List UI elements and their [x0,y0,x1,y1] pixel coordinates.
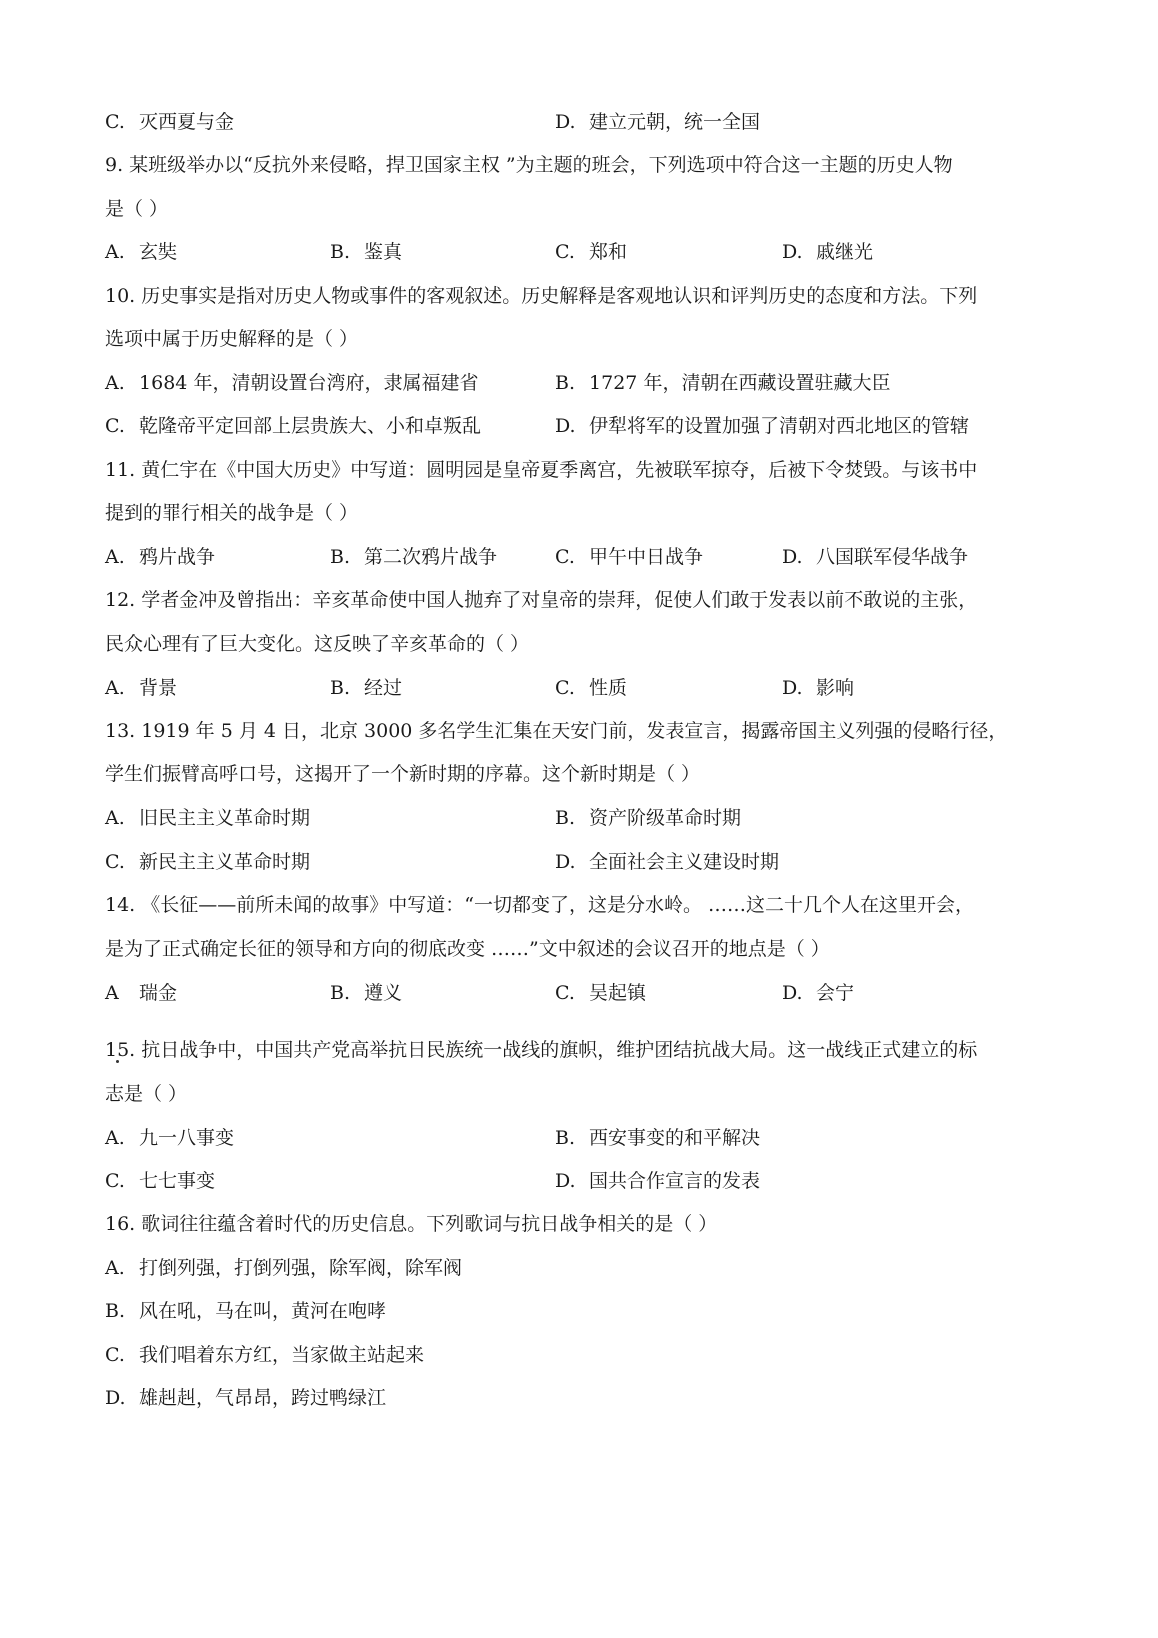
q16-stem-line1: 16. 歌词往往蕴含着时代的历史信息。下列歌词与抗日战争相关的是（ ） [105,1213,718,1235]
q12-option-b: B. 经过 [330,677,403,699]
q9-stem-line2: 是（ ） [105,198,169,220]
q15-option-b: B. 西安事变的和平解决 [555,1127,761,1149]
q13-option-b: B. 资产阶级革命时期 [555,807,742,829]
q15-stem-line2: 志是（ ） [105,1083,188,1105]
q9-option-b: B. 鉴真 [330,241,403,263]
q14-stem-line2: 是为了正式确定长征的领导和方向的彻底改变 ……”文中叙述的会议召开的地点是（ ） [105,938,830,960]
q9-stem-line1: 9. 某班级举办以“反抗外来侵略，捍卫国家主权 ”为主题的班会，下列选项中符合这一主题的历史人物 [105,154,953,176]
q11-option-c: C. 甲午中日战争 [555,546,704,568]
q16-option-c: C. 我们唱着东方红，当家做主站起来 [105,1344,425,1366]
q14-stem-line1: 14. 《长征——前所未闻的故事》中写道：“一切都变了，这是分水岭。 ……这二十几个人在这里开会， [105,894,975,916]
q14-option-a: A 瑞金 [105,982,178,1004]
q13-option-c: C. 新民主主义革命时期 [105,851,311,873]
q12-stem-line2: 民众心理有了巨大变化。这反映了辛亥革命的（ ） [105,633,530,655]
q10-option-b: B. 1727 年，清朝在西藏设置驻藏大臣 [555,372,891,394]
q13-stem-line1: 13. 1919 年 5 月 4 日，北京 3000 多名学生汇集在天安门前，发表宣言，揭露帝国主义列强的侵略行径， [105,720,1008,742]
q11-option-b: B. 第二次鸦片战争 [330,546,498,568]
q13-option-a: A. 旧民主主义革命时期 [105,807,311,829]
q16-option-a: A. 打倒列强，打倒列强，除军阀，除军阀 [105,1257,463,1279]
q11-option-a: A. 鸦片战争 [105,546,216,568]
q11-stem-line1: 11. 黄仁宇在《中国大历史》中写道：圆明园是皇帝夏季离宫，先被联军掠夺，后被下令焚毁。与该书中 [105,459,978,481]
q11-stem-line2: 提到的罪行相关的战争是（ ） [105,502,359,524]
q12-option-d: D. 影响 [782,677,855,699]
q12-option-a: A. 背景 [105,677,178,699]
q9-option-d: D. 戚继光 [782,241,874,263]
q10-option-a: A. 1684 年，清朝设置台湾府，隶属福建省 [105,372,479,394]
q12-stem-line1: 12. 学者金冲及曾指出：辛亥革命使中国人抛弃了对皇帝的崇拜，促使人们敢于发表以前不敢说的主张， [105,589,978,611]
q10-stem-line2: 选项中属于历史解释的是（ ） [105,328,359,350]
q14-option-c: C. 吴起镇 [555,982,647,1004]
q10-option-c: C. 乾隆帝平定回部上层贵族大、小和卓叛乱 [105,415,482,437]
q15-option-c: C. 七七事变 [105,1170,216,1192]
q10-stem-line1: 10. 历史事实是指对历史人物或事件的客观叙述。历史解释是客观地认识和评判历史的态度和方法。下列 [105,285,978,307]
q16-option-d: D. 雄赳赳，气昂昂，跨过鸭绿江 [105,1387,387,1409]
q14-option-d: D. 会宁 [782,982,855,1004]
q15-option-a: A. 九一八事变 [105,1127,235,1149]
q15-stem-line1: 15. 抗日战争中，中国共产党高举抗日民族统一战线的旗帜，维护团结抗战大局。这一战线正式建立的标 [105,1039,978,1061]
q8-option-c: C. 灭西夏与金 [105,111,235,133]
q11-option-d: D. 八国联军侵华战争 [782,546,969,568]
q12-option-c: C. 性质 [555,677,628,699]
q13-stem-line2: 学生们振臂高呼口号，这揭开了一个新时期的序幕。这个新时期是（ ） [105,763,701,785]
q14-option-b: B. 遵义 [330,982,403,1004]
q15-option-d: D. 国共合作宣言的发表 [555,1170,761,1192]
q9-option-c: C. 郑和 [555,241,628,263]
q13-option-d: D. 全面社会主义建设时期 [555,851,780,873]
q10-option-d: D. 伊犁将军的设置加强了清朝对西北地区的管辖 [555,415,970,437]
q9-option-a: A. 玄奘 [105,241,178,263]
q16-option-b: B. 风在吼，马在叫，黄河在咆哮 [105,1300,387,1322]
q8-option-d: D. 建立元朝，统一全国 [555,111,761,133]
